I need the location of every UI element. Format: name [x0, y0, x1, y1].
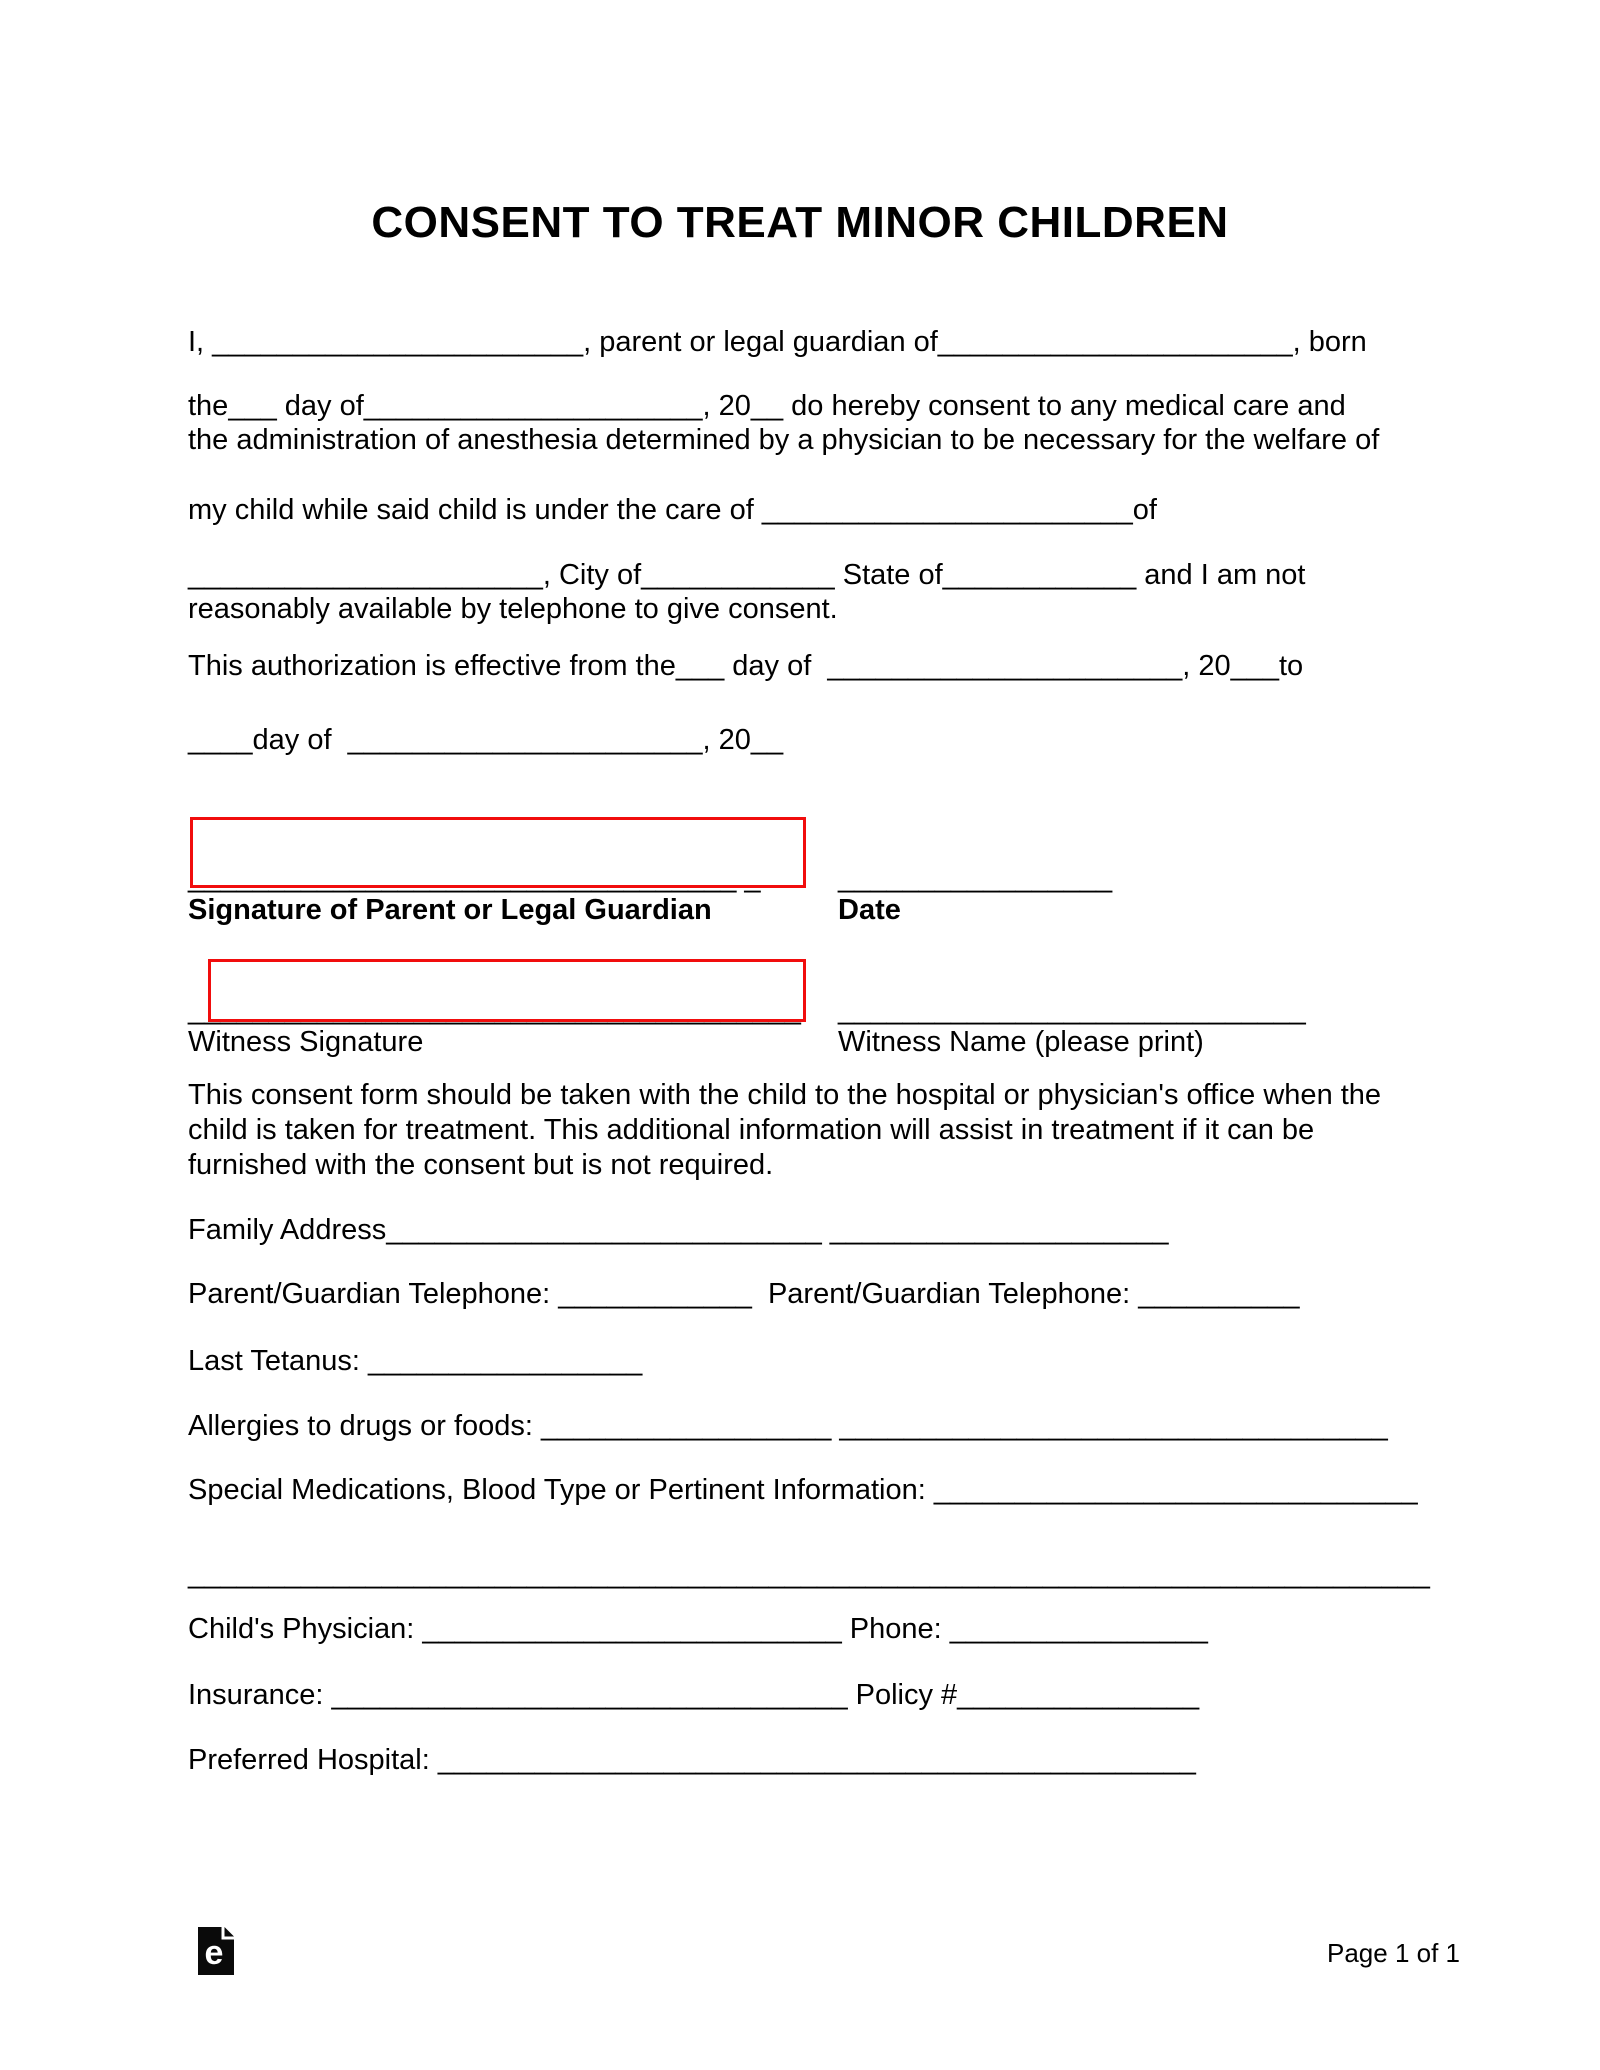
- witness-signature-label: Witness Signature: [188, 1026, 424, 1058]
- witness-name-label: Witness Name (please print): [838, 1026, 1204, 1058]
- field-last-tetanus: Last Tetanus: _________________: [188, 1345, 643, 1377]
- line-intro-guardian: I, _______________________, parent or legal guardian of______________________, born: [188, 326, 1367, 358]
- witness-signature-line: ______________________________________: [188, 994, 801, 1026]
- date-line: _________________: [838, 862, 1113, 894]
- line-city-state: ______________________, City of____________ State of____________ and I am not: [188, 559, 1306, 591]
- line-telephone-consent: reasonably available by telephone to give consent.: [188, 593, 838, 625]
- logo-letter: e: [204, 1934, 224, 1972]
- line-anesthesia: the administration of anesthesia determined by a physician to be necessary for the welfare of: [188, 424, 1380, 456]
- line-consent-note-3: furnished with the consent but is not required.: [188, 1149, 774, 1181]
- field-family-address: Family Address___________________________ _____________________: [188, 1214, 1169, 1246]
- line-date-consent: the___ day of_____________________, 20__ do hereby consent to any medical care and: [188, 390, 1346, 422]
- line-consent-note-2: child is taken for treatment. This additional information will assist in treatment if it can be: [188, 1114, 1315, 1146]
- field-preferred-hospital: Preferred Hospital: _______________________________________________: [188, 1744, 1196, 1776]
- parent-signature-label: Signature of Parent or Legal Guardian: [188, 894, 712, 926]
- field-guardian-phones: Parent/Guardian Telephone: ____________ Parent/Guardian Telephone: __________: [188, 1278, 1300, 1310]
- line-authorization-to: ____day of ______________________, 20__: [188, 724, 784, 756]
- field-special-medications: Special Medications, Blood Type or Pertinent Information: ______________________________: [188, 1474, 1418, 1506]
- date-label: Date: [838, 894, 901, 926]
- parent-signature-line: __________________________________ _: [188, 862, 761, 894]
- continuation-line: _____________________________________________________________________________: [188, 1558, 1430, 1590]
- field-insurance: Insurance: ________________________________ Policy #_______________: [188, 1679, 1200, 1711]
- line-authorization-from: This authorization is effective from the___ day of ______________________, 20___to: [188, 650, 1304, 682]
- eforms-logo: [198, 1927, 234, 1975]
- page-number: Page 1 of 1: [1327, 1938, 1460, 1968]
- page-title: CONSENT TO TREAT MINOR CHILDREN: [371, 198, 1229, 247]
- line-care-of: my child while said child is under the care of _______________________of: [188, 494, 1157, 526]
- field-childs-physician: Child's Physician: __________________________ Phone: ________________: [188, 1613, 1208, 1645]
- witness-name-line: _____________________________: [838, 994, 1306, 1026]
- line-consent-note-1: This consent form should be taken with the child to the hospital or physician's office when the: [188, 1079, 1382, 1111]
- field-allergies: Allergies to drugs or foods: __________________ __________________________________: [188, 1410, 1388, 1442]
